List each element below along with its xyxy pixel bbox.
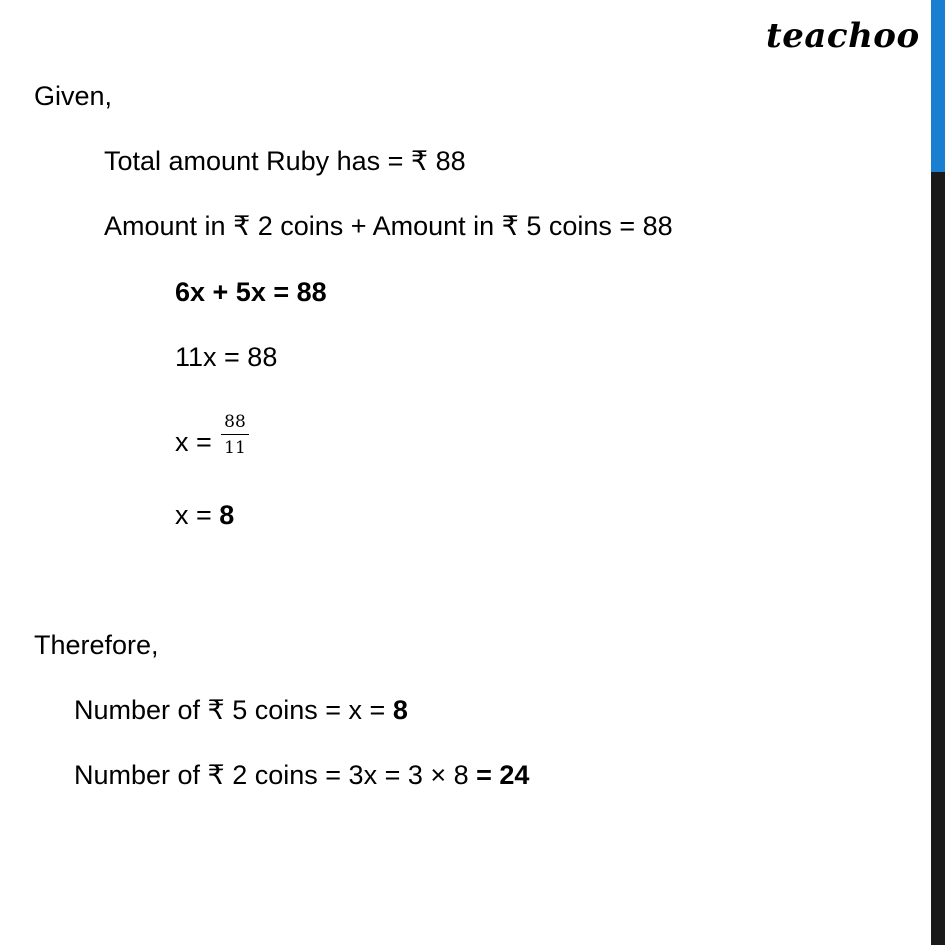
- result-5-coins-prefix: Number of ₹ 5 coins = x =: [74, 695, 393, 725]
- given-label: Given,: [34, 81, 113, 111]
- fraction-numerator: 88: [224, 412, 246, 432]
- equation-step-4-value: 8: [219, 500, 235, 530]
- equation-step-3-prefix: x =: [175, 427, 212, 457]
- right-sidebar: [931, 0, 945, 945]
- equation-step-1: 6x + 5x = 88: [175, 277, 327, 307]
- amount-equation-line: Amount in ₹ 2 coins + Amount in ₹ 5 coins = 88: [104, 211, 673, 241]
- equation-step-4: [175, 498, 234, 532]
- result-2-coins: [74, 758, 529, 792]
- total-amount-line: Total amount Ruby has = ₹ 88: [104, 146, 466, 176]
- result-5-coins-value: 8: [392, 695, 408, 725]
- equation-step-4-prefix: x =: [175, 500, 220, 530]
- therefore-label: Therefore,: [34, 630, 159, 660]
- fraction-denominator: 11: [224, 438, 246, 458]
- equation-step-2: 11x = 88: [175, 342, 278, 372]
- result-2-coins-prefix: Number of ₹ 2 coins = 3x = 3 × 8: [74, 760, 477, 790]
- fraction-bar: [221, 434, 249, 435]
- result-2-coins-value: = 24: [476, 760, 530, 790]
- result-5-coins: [74, 693, 408, 727]
- teachoo-logo: teachoo: [766, 16, 920, 56]
- sidebar-accent-bar: [931, 0, 945, 172]
- fraction-88-over-11: [220, 412, 250, 458]
